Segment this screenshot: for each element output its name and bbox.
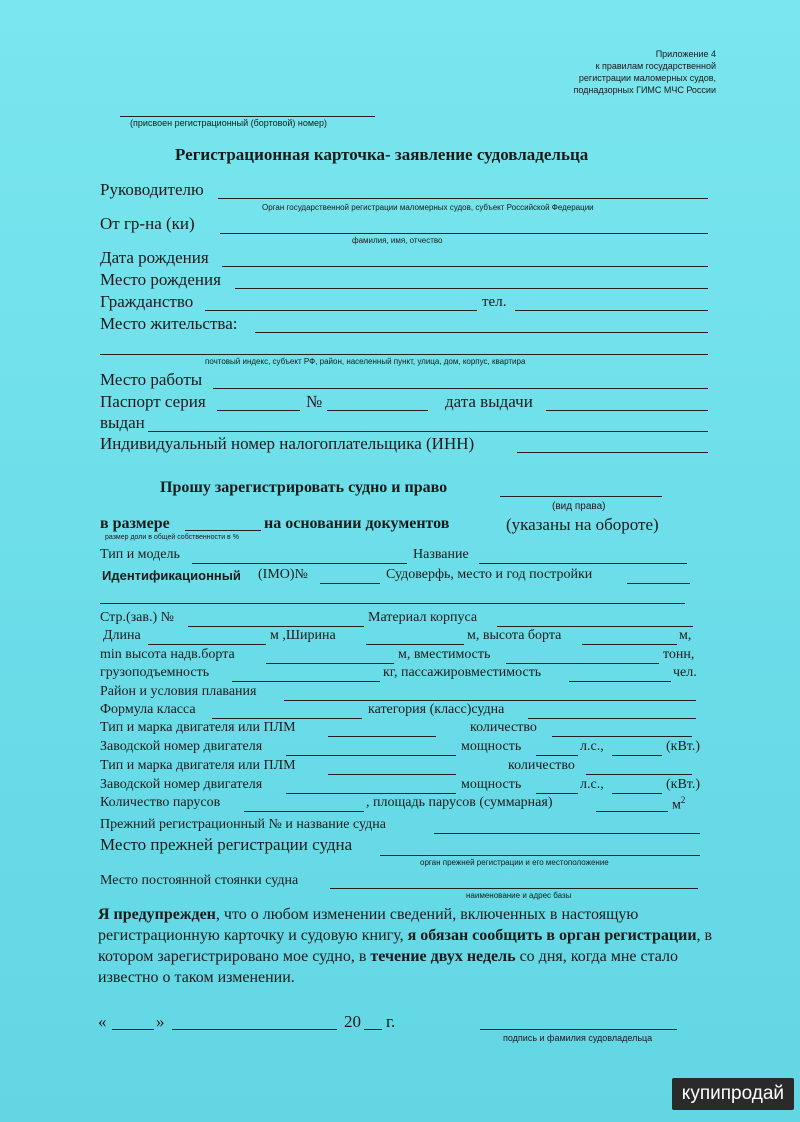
berth-field[interactable] [330, 888, 698, 889]
appendix-line: к правилам государственной [595, 61, 716, 71]
class-formula-field[interactable] [212, 718, 362, 719]
engine-no2-field[interactable] [286, 793, 456, 794]
day-field[interactable] [112, 1029, 154, 1030]
height-unit: м, [679, 628, 692, 643]
vessel-name-field[interactable] [479, 563, 687, 564]
shipyard-field-2[interactable] [100, 603, 685, 604]
birth-place-label: Место рождения [100, 270, 221, 289]
sails-label: Количество парусов [100, 795, 221, 810]
sail-area-label: , площадь парусов (суммарная) [366, 795, 553, 810]
year-prefix: 20 [344, 1012, 361, 1031]
residence-field-2[interactable] [100, 354, 708, 355]
watermark-logo: купипродай [672, 1078, 794, 1110]
residence-caption: почтовый индекс, субъект РФ, район, населенный пункт, улица, дом, корпус, квартира [205, 357, 526, 366]
engine2-label: Тип и марка двигателя или ПЛМ [100, 758, 296, 773]
length-label: Длина [103, 628, 141, 643]
imo-label: (IMO)№ [258, 567, 308, 582]
prev-reg-field[interactable] [434, 833, 700, 834]
category-label: категория (класс)судна [368, 702, 505, 717]
kw1-label: (кВт.) [666, 739, 701, 754]
width-field[interactable] [366, 644, 464, 645]
to-head-caption: Орган государственной регистрации маломерных судов, субъект Российской Федерации [262, 203, 594, 212]
year-field[interactable] [364, 1029, 382, 1030]
notice-text-1: , что о любом изменении сведений, включенных в настоящую регистрационную карточку и судовую книгу, [98, 906, 639, 944]
share-field[interactable] [185, 530, 261, 531]
reg-number-line[interactable] [120, 116, 375, 117]
work-place-label: Место работы [100, 370, 203, 389]
prev-reg-label: Прежний регистрационный № и название судна [100, 817, 386, 832]
right-kind-caption: (вид права) [552, 501, 606, 512]
engine1-label: Тип и марка двигателя или ПЛМ [100, 720, 296, 735]
passengers-label: кг, пассажировместимость [383, 665, 542, 680]
phone-field[interactable] [515, 310, 708, 311]
issued-by-label: выдан [100, 413, 145, 432]
kw2-label: (кВт.) [666, 777, 701, 792]
sail-area-field[interactable] [596, 811, 668, 812]
engine2-field[interactable] [328, 774, 456, 775]
obligation-notice [98, 904, 718, 988]
to-head-label: Руководителю [100, 180, 204, 199]
year-suffix: г. [386, 1012, 396, 1031]
height-label: м, высота борта [467, 628, 562, 643]
notice-text-3: со дня, когда мне стало известно о таком изменении. [98, 948, 679, 986]
notice-bold-1: Я предупрежден [98, 906, 216, 923]
notice-bold-3: течение двух недель [370, 948, 516, 965]
persons-unit: чел. [673, 665, 697, 680]
power2-field[interactable] [536, 793, 578, 794]
min-height-label: min высота надв.борта [100, 647, 235, 662]
identification-label: Идентификационный [102, 568, 241, 583]
docs-note: (указаны на обороте) [506, 515, 659, 534]
berth-caption: наименование и адрес базы [466, 891, 572, 900]
inn-label: Индивидуальный номер налогоплательщика (ИНН) [100, 434, 475, 453]
from-field[interactable] [220, 233, 708, 234]
from-caption: фамилия, имя, отчество [352, 236, 443, 245]
work-place-field[interactable] [213, 388, 708, 389]
capacity-label: м, вместимость [398, 647, 491, 662]
birth-date-field[interactable] [222, 266, 708, 267]
passengers-field[interactable] [569, 681, 671, 682]
appendix-line: Приложение 4 [655, 49, 716, 59]
prev-place-label: Место прежней регистрации судна [100, 835, 353, 854]
citizenship-label: Гражданство [100, 292, 194, 311]
type-model-field[interactable] [192, 563, 407, 564]
shipyard-label: Судоверфь, место и год постройки [386, 567, 593, 582]
birth-place-field[interactable] [235, 288, 708, 289]
cargo-field[interactable] [232, 681, 380, 682]
engine1-field[interactable] [328, 736, 436, 737]
area-field[interactable] [284, 700, 696, 701]
issue-date-label: дата выдачи [445, 392, 533, 411]
category-field[interactable] [528, 718, 696, 719]
kw2-field[interactable] [612, 793, 662, 794]
sail-area-unit [672, 795, 685, 814]
imo-field[interactable] [320, 583, 380, 584]
birth-date-label: Дата рождения [100, 248, 209, 267]
power2-label: мощность [461, 777, 522, 792]
engine-no2-label: Заводской номер двигателя [100, 777, 263, 792]
type-model-label: Тип и модель [100, 547, 180, 562]
month-field[interactable] [172, 1029, 337, 1030]
reg-number-caption: (присвоен регистрационный (бортовой) номер) [130, 118, 328, 128]
to-head-field[interactable] [218, 198, 708, 199]
power1-field[interactable] [536, 755, 578, 756]
engine-no1-field[interactable] [286, 755, 456, 756]
issued-by-field[interactable] [148, 431, 708, 432]
hp1-label: л.с., [580, 739, 604, 754]
signature-field[interactable] [480, 1029, 677, 1030]
quote-open: « [98, 1012, 107, 1031]
passport-series-field[interactable] [217, 410, 300, 411]
power1-label: мощность [461, 739, 522, 754]
prev-place-field[interactable] [380, 855, 700, 856]
in-amount-label: в размере [100, 515, 170, 532]
cargo-label: грузоподъемность [100, 665, 210, 680]
build-no-field[interactable] [188, 626, 364, 627]
quote-close: » [156, 1012, 165, 1031]
sails-field[interactable] [244, 811, 364, 812]
phone-label: тел. [482, 294, 507, 310]
shipyard-field[interactable] [627, 583, 690, 584]
issue-date-field[interactable] [546, 410, 708, 411]
qty1-label: количество [470, 720, 537, 735]
residence-label: Место жительства: [100, 314, 238, 333]
hull-material-field[interactable] [497, 626, 693, 627]
right-kind-field[interactable] [500, 496, 662, 497]
hull-material-label: Материал корпуса [368, 610, 478, 625]
share-caption: размер доли в общей собственности в % [105, 534, 239, 541]
appendix-note [556, 48, 716, 96]
from-label: От гр-на (ки) [100, 214, 195, 233]
build-no-label: Стр.(зав.) № [100, 610, 174, 625]
min-height-field[interactable] [266, 663, 394, 664]
class-formula-label: Формула класса [100, 702, 196, 717]
page-title: Регистрационная карточка- заявление судовладельца [175, 145, 589, 164]
hp2-label: л.с., [580, 777, 604, 792]
inn-field[interactable] [517, 452, 708, 453]
signature-caption: подпись и фамилия судовладельца [503, 1033, 653, 1043]
residence-field[interactable] [255, 332, 708, 333]
passport-series-label: Паспорт серия [100, 392, 206, 411]
register-request: Прошу зарегистрировать судно и право [160, 479, 448, 496]
passport-number-label: № [306, 392, 323, 411]
area-label: Район и условия плавания [100, 684, 257, 699]
kw1-field[interactable] [612, 755, 662, 756]
citizenship-field[interactable] [205, 310, 477, 311]
berth-label: Место постоянной стоянки судна [100, 873, 299, 888]
engine-no1-label: Заводской номер двигателя [100, 739, 263, 754]
tons-unit: тонн, [663, 647, 695, 662]
appendix-line: регистрации маломерных судов, [578, 73, 716, 83]
vessel-name-label: Название [413, 547, 469, 562]
width-label: м ,Ширина [270, 628, 336, 643]
notice-bold-2: я обязан сообщить в орган регистрации [407, 927, 697, 944]
qty1-field[interactable] [552, 736, 692, 737]
appendix-line: поднадзорных ГИМС МЧС России [573, 85, 716, 95]
sail-area-unit-sup: 2 [680, 795, 686, 805]
qty2-label: количество [508, 758, 575, 773]
sail-area-unit-m: м [672, 797, 681, 813]
length-field[interactable] [148, 644, 266, 645]
notice-text-2: , в котором зарегистрировано мое судно, в [98, 927, 713, 965]
passport-number-field[interactable] [327, 410, 428, 411]
height-field[interactable] [582, 644, 677, 645]
based-on-label: на основании документов [264, 515, 450, 532]
qty2-field[interactable] [586, 774, 692, 775]
capacity-field[interactable] [506, 663, 659, 664]
prev-place-caption: орган прежней регистрации и его местоположение [420, 858, 609, 867]
